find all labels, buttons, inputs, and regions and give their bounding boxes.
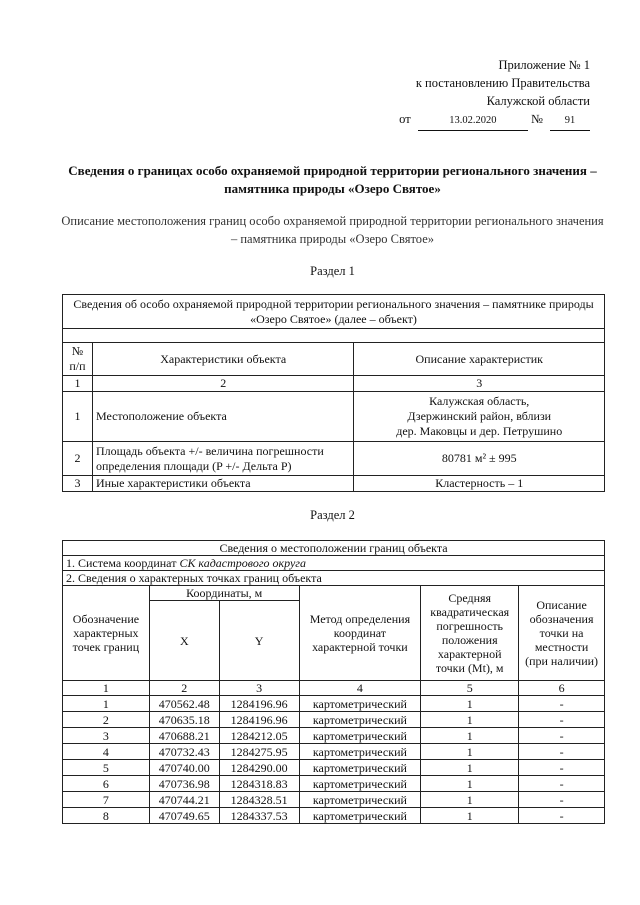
col-coords-header: Координаты, м bbox=[149, 586, 299, 601]
index-cell: 6 bbox=[519, 681, 605, 696]
point-method: картометрический bbox=[299, 728, 421, 744]
point-id: 3 bbox=[63, 728, 150, 744]
table-row bbox=[63, 442, 605, 476]
decree-date: 13.02.2020 bbox=[418, 112, 528, 131]
spacer-row bbox=[63, 329, 605, 343]
point-id: 7 bbox=[63, 792, 150, 808]
point-note: - bbox=[519, 712, 605, 728]
decree-number: 91 bbox=[550, 112, 590, 131]
table-row bbox=[63, 712, 605, 728]
index-cell: 2 bbox=[149, 681, 219, 696]
boundary-points-table bbox=[62, 540, 605, 824]
document-subtitle: Описание местоположения границ особо охраняемой природной территории регионального значения – памятника природы «Озеро Святое» bbox=[61, 214, 604, 246]
coord-system-label: 1. Система координат bbox=[66, 556, 180, 570]
point-y: 1284275.95 bbox=[219, 744, 299, 760]
point-note: - bbox=[519, 792, 605, 808]
point-method: картометрический bbox=[299, 760, 421, 776]
number-label: № bbox=[530, 112, 543, 126]
point-y: 1284328.51 bbox=[219, 792, 299, 808]
point-x: 470635.18 bbox=[149, 712, 219, 728]
col-y-header: Y bbox=[219, 601, 299, 681]
col-num-header: № п/п bbox=[63, 343, 93, 376]
row-description: Кластерность – 1 bbox=[354, 476, 605, 492]
col-desc-header: Описание характеристик bbox=[354, 343, 605, 376]
index-cell: 2 bbox=[92, 376, 354, 392]
row-description: 80781 м² ± 995 bbox=[354, 442, 605, 476]
point-error: 1 bbox=[421, 696, 519, 712]
point-y: 1284196.96 bbox=[219, 696, 299, 712]
point-id: 4 bbox=[63, 744, 150, 760]
section-1-heading: Раздел 1 bbox=[310, 264, 355, 278]
location-line: Калужская область, bbox=[429, 394, 530, 408]
row-characteristic: Площадь объекта +/- величина погрешности определения площади (P +/- Дельта P) bbox=[92, 442, 354, 476]
point-method: картометрический bbox=[299, 712, 421, 728]
row-number: 2 bbox=[63, 442, 93, 476]
coord-system-row bbox=[63, 556, 605, 571]
table-row bbox=[63, 696, 605, 712]
point-error: 1 bbox=[421, 776, 519, 792]
annex-title: Приложение № 1 bbox=[498, 58, 590, 72]
table-row bbox=[63, 728, 605, 744]
point-error: 1 bbox=[421, 808, 519, 824]
location-line: Дзержинский район, вблизи bbox=[407, 409, 552, 423]
index-cell: 1 bbox=[63, 681, 150, 696]
point-error: 1 bbox=[421, 728, 519, 744]
point-x: 470740.00 bbox=[149, 760, 219, 776]
point-error: 1 bbox=[421, 712, 519, 728]
point-error: 1 bbox=[421, 792, 519, 808]
table-row bbox=[63, 744, 605, 760]
point-method: картометрический bbox=[299, 792, 421, 808]
point-y: 1284290.00 bbox=[219, 760, 299, 776]
table-title: Сведения о местоположении границ объекта bbox=[63, 541, 605, 556]
table-row bbox=[63, 776, 605, 792]
table-row bbox=[63, 392, 605, 442]
point-id: 2 bbox=[63, 712, 150, 728]
point-y: 1284318.83 bbox=[219, 776, 299, 792]
point-id: 8 bbox=[63, 808, 150, 824]
index-cell: 3 bbox=[219, 681, 299, 696]
location-line: дер. Маковцы и дер. Петрушино bbox=[396, 424, 563, 438]
point-note: - bbox=[519, 760, 605, 776]
coord-system-name: СК кадастрового округа bbox=[179, 556, 306, 570]
point-note: - bbox=[519, 696, 605, 712]
point-note: - bbox=[519, 776, 605, 792]
point-method: картометрический bbox=[299, 696, 421, 712]
point-note: - bbox=[519, 808, 605, 824]
row-characteristic: Иные характеристики объекта bbox=[92, 476, 354, 492]
row-number: 3 bbox=[63, 476, 93, 492]
point-method: картометрический bbox=[299, 776, 421, 792]
row-number: 1 bbox=[63, 392, 93, 442]
point-note: - bbox=[519, 744, 605, 760]
col-x-header: X bbox=[149, 601, 219, 681]
col-note-header: Описание обозначения точки на местности (при наличии) bbox=[519, 586, 605, 681]
point-x: 470562.48 bbox=[149, 696, 219, 712]
point-x: 470736.98 bbox=[149, 776, 219, 792]
table-row bbox=[63, 792, 605, 808]
point-id: 6 bbox=[63, 776, 150, 792]
annex-date-line bbox=[399, 110, 590, 131]
point-x: 470744.21 bbox=[149, 792, 219, 808]
col-point-header: Обозначение характерных точек границ bbox=[63, 586, 150, 681]
annex-header bbox=[399, 56, 590, 131]
point-x: 470732.43 bbox=[149, 744, 219, 760]
table-row bbox=[63, 476, 605, 492]
point-method: картометрический bbox=[299, 808, 421, 824]
document-title: Сведения о границах особо охраняемой природной территории регионального значения – памятника природы «Озеро Святое» bbox=[68, 163, 597, 196]
index-cell: 3 bbox=[354, 376, 605, 392]
point-y: 1284337.53 bbox=[219, 808, 299, 824]
annex-region: Калужской области bbox=[486, 94, 590, 108]
points-heading: 2. Сведения о характерных точках границ объекта bbox=[63, 571, 605, 586]
table-row bbox=[63, 760, 605, 776]
object-info-table bbox=[62, 294, 605, 492]
row-description bbox=[354, 392, 605, 442]
point-x: 470749.65 bbox=[149, 808, 219, 824]
from-label: от bbox=[399, 112, 411, 126]
point-y: 1284196.96 bbox=[219, 712, 299, 728]
row-characteristic: Местоположение объекта bbox=[92, 392, 354, 442]
col-method-header: Метод определения координат характерной точки bbox=[299, 586, 421, 681]
col-char-header: Характеристики объекта bbox=[92, 343, 354, 376]
point-method: картометрический bbox=[299, 744, 421, 760]
index-cell: 4 bbox=[299, 681, 421, 696]
point-y: 1284212.05 bbox=[219, 728, 299, 744]
table-row bbox=[63, 808, 605, 824]
point-id: 5 bbox=[63, 760, 150, 776]
table-title: Сведения об особо охраняемой природной территории регионального значения – памятнике природы «Озеро Святое» (далее – объект) bbox=[63, 295, 605, 329]
point-error: 1 bbox=[421, 760, 519, 776]
point-x: 470688.21 bbox=[149, 728, 219, 744]
index-cell: 5 bbox=[421, 681, 519, 696]
section-2-heading: Раздел 2 bbox=[310, 508, 355, 522]
col-error-header: Средняя квадратическая погрешность положения характерной точки (Mt), м bbox=[421, 586, 519, 681]
point-error: 1 bbox=[421, 744, 519, 760]
index-cell: 1 bbox=[63, 376, 93, 392]
annex-ref: к постановлению Правительства bbox=[415, 76, 590, 90]
point-note: - bbox=[519, 728, 605, 744]
point-id: 1 bbox=[63, 696, 150, 712]
